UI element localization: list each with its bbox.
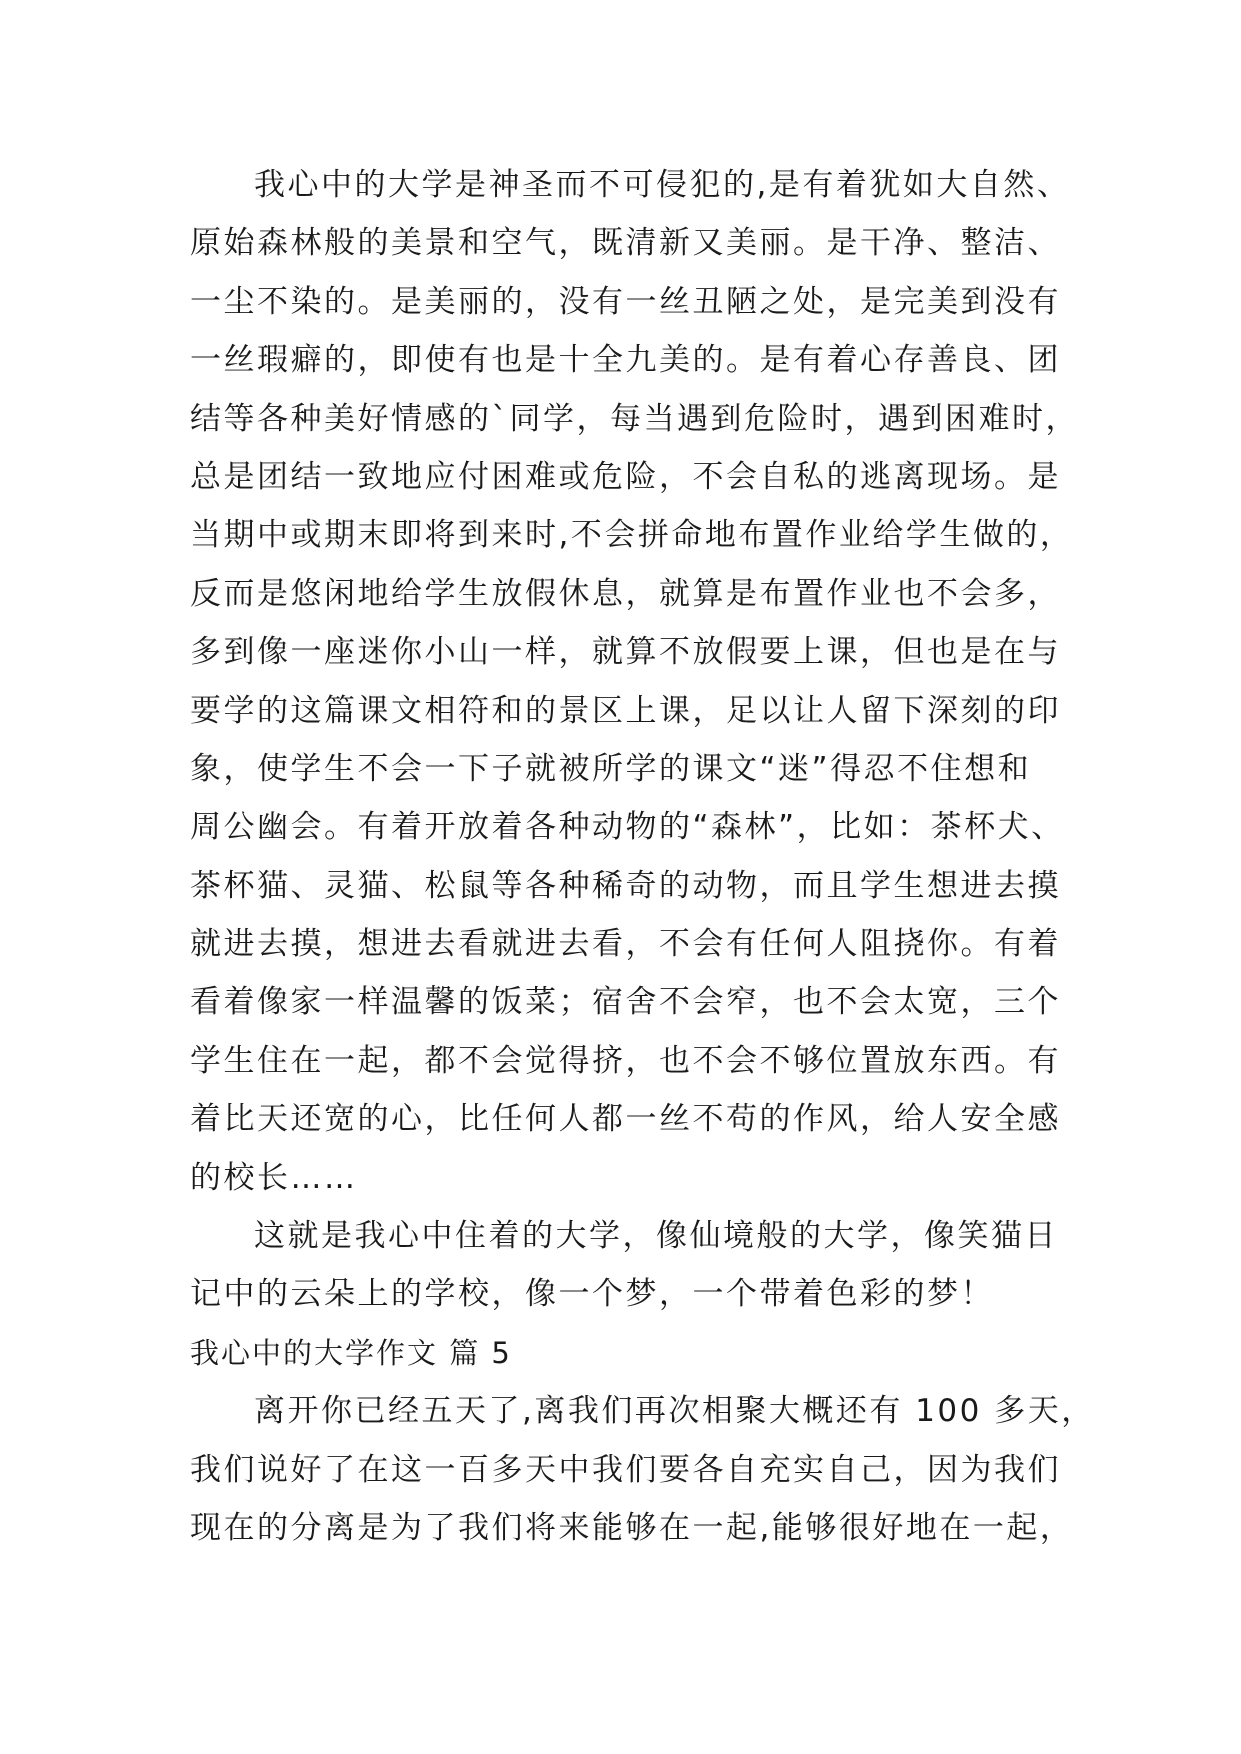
paragraph-line: 原始森林般的美景和空气，既清新又美丽。是干净、整洁、 — [190, 225, 1061, 262]
paragraph-line: 总是团结一致地应付困难或危险，不会自私的逃离现场。是 — [190, 458, 1061, 495]
paragraph-line: 一尘不染的。是美丽的，没有一丝丑陋之处，是完美到没有 — [190, 283, 1061, 320]
paragraph-line: 现在的分离是为了我们将来能够在一起,能够很好地在一起， — [190, 1509, 1074, 1546]
paragraph-line: 多到像一座迷你小山一样，就算不放假要上课，但也是在与 — [190, 634, 1061, 671]
paragraph-line: 我心中的大学是神圣而不可侵犯的,是有着犹如大自然、 — [254, 167, 1071, 203]
paragraph-3 — [190, 1382, 1095, 1557]
paragraph-line: 这就是我心中住着的大学，像仙境般的大学，像笑猫日 — [254, 1218, 1058, 1255]
paragraph-2 — [190, 1207, 1090, 1324]
paragraph-line: 就进去摸，想进去看就进去看，不会有任何人阻挠你。有着 — [190, 926, 1061, 963]
paragraph-line: 要学的这篇课文相符和的景区上课，足以让人留下深刻的印 — [190, 692, 1061, 729]
paragraph-1 — [190, 156, 1090, 1207]
paragraph-line: 结等各种美好情感的`同学，每当遇到危险时，遇到困难时， — [190, 400, 1079, 437]
paragraph-line: 离开你已经五天了,离我们再次相聚大概还有 100 多天， — [254, 1393, 1095, 1430]
paragraph-line: 一丝瑕癖的，即使有也是十全九美的。是有着心存善良、团 — [190, 342, 1061, 379]
paragraph-line: 周公幽会。有着开放着各种动物的“森林”，比如：茶杯犬、 — [190, 809, 1065, 846]
paragraph-line: 当期中或期末即将到来时,不会拼命地布置作业给学生做的， — [190, 517, 1074, 554]
paragraph-line: 的校长…… — [190, 1159, 358, 1196]
paragraph-line: 我们说好了在这一百多天中我们要各自充实自己，因为我们 — [190, 1451, 1061, 1488]
paragraph-line: 看着像家一样温馨的饭菜；宿舍不会窄，也不会太宽，三个 — [190, 984, 1061, 1021]
paragraph-line: 象，使学生不会一下子就被所学的课文“迷”得忍不住想和 — [190, 750, 1032, 787]
document-body — [190, 156, 1095, 1557]
paragraph-line: 着比天还宽的心，比任何人都一丝不苟的作风，给人安全感 — [190, 1101, 1061, 1138]
section-heading: 我心中的大学作文 篇 5 — [190, 1335, 512, 1370]
paragraph-line: 学生住在一起，都不会觉得挤，也不会不够位置放东西。有 — [190, 1042, 1061, 1079]
paragraph-line: 反而是悠闲地给学生放假休息，就算是布置作业也不会多， — [190, 575, 1061, 612]
paragraph-line: 茶杯猫、灵猫、松鼠等各种稀奇的动物，而且学生想进去摸 — [190, 867, 1061, 904]
paragraph-line: 记中的云朵上的学校，像一个梦，一个带着色彩的梦！ — [190, 1276, 994, 1313]
